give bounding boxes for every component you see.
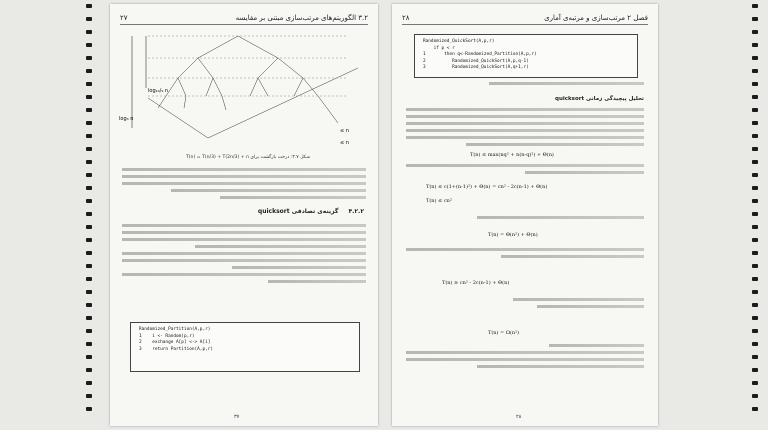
binder-hole — [752, 30, 758, 34]
section-title: گزینه‌ی تصادفی quicksort — [257, 208, 339, 215]
left-footer-number: ۳۷ — [234, 414, 240, 420]
right-page-header — [402, 12, 648, 25]
binder-hole — [752, 121, 758, 125]
qs-code-line-3: 1 then q<-Randomized_Partition(A,p,r) — [423, 52, 537, 57]
binder-hole — [752, 69, 758, 73]
binder-hole — [86, 264, 92, 268]
left-page-header — [120, 12, 368, 25]
label-le-n-1: ≤ n — [340, 128, 349, 134]
binder-hole — [86, 56, 92, 60]
section-heading — [258, 208, 364, 215]
binder-hole — [752, 251, 758, 255]
binder-hole — [752, 17, 758, 21]
binder-hole — [752, 290, 758, 294]
binder-hole — [86, 17, 92, 21]
binder-hole — [86, 355, 92, 359]
code-line-3: 2 exchange A[p] <-> A[i] — [139, 340, 211, 345]
label-log-10-9: log₁₀/₉ n — [148, 88, 169, 94]
qs-code-line-1: Randomized_QuickSort(A,p,r) — [423, 39, 495, 44]
binder-hole — [752, 316, 758, 320]
binder-hole — [86, 69, 92, 73]
binder-hole — [86, 43, 92, 47]
code-line-4: 3 return Partition(A,p,r) — [139, 346, 214, 352]
binder-hole — [86, 108, 92, 112]
binder-hole — [86, 30, 92, 34]
right-paragraph-3 — [406, 164, 644, 178]
left-header-title: ۳.۲ الگوریتم‌های مرتب‌سازی مبتنی بر مقایسه — [235, 14, 368, 22]
binder-hole — [86, 303, 92, 307]
binder-hole — [752, 329, 758, 333]
binder-hole — [86, 173, 92, 177]
binder-hole — [86, 147, 92, 151]
right-paragraph-7 — [406, 344, 644, 372]
binder-hole — [86, 121, 92, 125]
binder-hole — [86, 134, 92, 138]
binder-hole — [86, 199, 92, 203]
figure-caption: شکل ۳.۷: درخت بازگشت برای T(n) = T(n/3) + T(2n/3) + n — [185, 155, 311, 160]
randomized-partition-code — [130, 322, 360, 372]
binder-hole — [86, 95, 92, 99]
binder-hole — [86, 251, 92, 255]
code-line-2: 1 i <- Random(p,r) — [139, 333, 195, 339]
binder-hole — [752, 212, 758, 216]
binder-hole — [752, 238, 758, 242]
label-le-n-2: ≤ n — [340, 140, 349, 146]
binder-hole — [752, 277, 758, 281]
left-page — [110, 4, 378, 426]
binder-hole — [86, 225, 92, 229]
binder-hole — [752, 407, 758, 411]
binder-hole — [86, 342, 92, 346]
binder-hole — [86, 316, 92, 320]
binder-hole — [86, 381, 92, 385]
binder-holes-left — [82, 4, 96, 426]
binder-hole — [752, 108, 758, 112]
right-paragraph-1 — [406, 82, 644, 89]
binder-hole — [86, 82, 92, 86]
right-paragraph-4 — [406, 216, 644, 223]
binder-hole — [752, 199, 758, 203]
paragraph-block-2 — [122, 224, 366, 287]
binder-hole — [86, 329, 92, 333]
section-number: ۴.۲.۲ — [348, 208, 364, 215]
binder-hole — [752, 225, 758, 229]
binder-holes-right — [748, 4, 762, 426]
right-page — [392, 4, 658, 426]
binder-hole — [752, 394, 758, 398]
binder-hole — [752, 355, 758, 359]
binder-hole — [752, 368, 758, 372]
binder-hole — [752, 160, 758, 164]
binder-hole — [752, 134, 758, 138]
right-paragraph-2 — [406, 108, 644, 150]
equation-1: T(n) ≤ max(nq² + n(n-q)²) + Θ(n) — [470, 152, 554, 158]
equation-2: T(n) ≤ c(1+(n-1)²) + Θ(n) = cn² - 2c(n-1) + Θ(n) — [426, 184, 548, 190]
binder-hole — [86, 277, 92, 281]
binder-hole — [752, 173, 758, 177]
qs-code-line-5: 3 Randomized_QuickSort(A,q+1,r) — [423, 65, 529, 70]
randomized-quicksort-code — [414, 34, 638, 78]
qs-code-line-4: 2 Randomized_QuickSort(A,p,q-1) — [423, 58, 529, 64]
right-header-title: فصل ۲ مرتب‌سازی و مرتبه‌ی آماری — [544, 14, 648, 22]
right-footer-number: ۲۸ — [516, 414, 522, 420]
binder-hole — [752, 303, 758, 307]
binder-hole — [86, 160, 92, 164]
binder-hole — [86, 238, 92, 242]
binder-hole — [752, 95, 758, 99]
equation-6: T(n) = Ω(n²) — [488, 330, 520, 336]
equation-4: T(n) = Θ(n²) + Θ(n) — [488, 232, 538, 238]
binder-hole — [86, 4, 92, 8]
code-line-1: Randomized_Partition(A,p,r) — [139, 327, 211, 332]
binder-hole — [86, 212, 92, 216]
right-paragraph-5 — [406, 248, 644, 262]
binder-hole — [752, 381, 758, 385]
qs-code-line-2: if p < r — [423, 45, 455, 51]
binder-hole — [752, 82, 758, 86]
binder-hole — [86, 407, 92, 411]
equation-3: T(n) ≤ cn² — [426, 198, 452, 204]
recursion-tree-figure — [118, 28, 370, 148]
equation-5: T(n) ≥ cn² - 2c(n-1) + Θ(n) — [442, 280, 510, 286]
binder-hole — [752, 43, 758, 47]
binder-hole — [752, 4, 758, 8]
label-log-3: log₃ n — [119, 116, 134, 122]
binder-hole — [752, 342, 758, 346]
binder-hole — [752, 186, 758, 190]
binder-hole — [752, 56, 758, 60]
right-paragraph-6 — [406, 298, 644, 312]
binder-hole — [752, 147, 758, 151]
binder-hole — [86, 368, 92, 372]
left-page-number: ۲۷ — [120, 14, 128, 22]
binder-hole — [86, 394, 92, 398]
binder-hole — [86, 290, 92, 294]
binder-hole — [86, 186, 92, 190]
paragraph-block-1 — [122, 168, 366, 203]
right-page-number: ۲۸ — [402, 14, 410, 22]
subsection-title: تحلیل پیچیدگی زمانی quicksort — [555, 96, 644, 102]
binder-hole — [752, 264, 758, 268]
